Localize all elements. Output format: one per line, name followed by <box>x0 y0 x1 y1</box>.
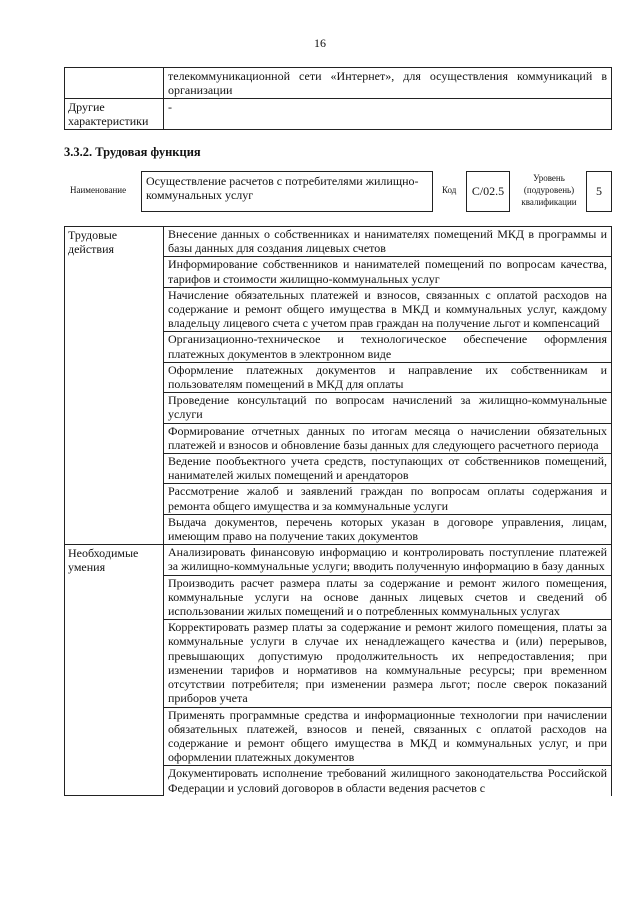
row-value: - <box>164 99 612 130</box>
required-skills-label: Необходимые умения <box>65 545 164 796</box>
section-heading: 3.3.2. Трудовая функция <box>64 145 201 159</box>
list-item: Рассмотрение жалоб и заявлений граждан по вопросам оплаты содержания и ремонта общего имущества и за коммунальные услуги <box>164 484 612 514</box>
table-row <box>65 227 612 257</box>
row-label: Другие характеристики <box>65 99 164 130</box>
list-item: Организационно-техническое и технологическое обеспечение оформления платежных документов в электронном виде <box>164 332 612 362</box>
name-label: Наименование <box>70 185 127 195</box>
level-box: 5 <box>586 171 612 212</box>
list-item: Производить расчет размера платы за содержание и ремонт жилого помещения, коммунальные услуги на основе данных лицевых счетов и сведений об использовании жилых помещений и о потребленных коммунальных услугах <box>164 575 612 620</box>
list-item: Анализировать финансовую информацию и контролировать поступление платежей за жилищно-коммунальные услуги; вводить полученную информацию в базу данных <box>164 545 612 575</box>
list-item: Информирование собственников и нанимателей помещений по вопросам качества, тарифов и стоимости жилищно-коммунальных услуг <box>164 257 612 287</box>
list-item: Формирование отчетных данных по итогам месяца о начислении обязательных платежей и взносов и обновление базы данных для следующего расчетного периода <box>164 423 612 453</box>
list-item: Ведение пообъектного учета средств, поступающих от собственников помещений, нанимателей жилых помещений и арендаторов <box>164 454 612 484</box>
table-row <box>65 99 612 130</box>
list-item: Корректировать размер платы за содержание и ремонт жилого помещения, платы за коммунальные услуги в случае их ненадлежащего качества и (или) перерывов, превышающих допустимую продолжительность их непредоставления; при изменении тарифов и нормативов на коммунальные ресурсы; при временном отсутствии потребителя; при изменении размера льгот; после сверок показаний приборов учета <box>164 620 612 707</box>
list-item: Применять программные средства и информационные технологии при начислении обязательных платежей, взносов и пеней, связанных с оплатой расходов на содержание и ремонт общего имущества в МКД и коммунальных услуг, и при оформлении платежных документов <box>164 707 612 766</box>
function-name-box: Осуществление расчетов с потребителями жилищно-коммунальных услуг <box>141 171 433 212</box>
list-item: Внесение данных о собственниках и нанимателях помещений МКД в программы и базы данных для создания лицевых счетов <box>164 227 612 257</box>
main-table <box>64 226 612 796</box>
page-number: 16 <box>314 36 326 50</box>
top-table <box>64 67 612 130</box>
level-label: Уровень (подуровень) квалификации <box>521 173 577 207</box>
row-label <box>65 68 164 99</box>
code-label: Код <box>442 185 457 195</box>
list-item: Документировать исполнение требований жилищного законодательства Российской Федерации и условий договоров в области ведения расчетов с <box>164 766 612 796</box>
list-item: Оформление платежных документов и направление их собственникам и пользователям помещений в МКД для оплаты <box>164 362 612 392</box>
list-item: Выдача документов, перечень которых указан в договоре управления, лицам, имеющим право на получение таких документов <box>164 514 612 544</box>
table-row <box>65 68 612 99</box>
list-item: Начисление обязательных платежей и взносов, связанных с оплатой расходов на содержание и ремонт общего имущества в МКД и коммунальных услуг, каждому владельцу лицевого счета с учетом прав граждан на получение льгот и компенсаций <box>164 287 612 332</box>
code-box: С/02.5 <box>466 171 510 212</box>
labor-actions-label: Трудовые действия <box>65 227 164 545</box>
list-item: Проведение консультаций по вопросам начислений за жилищно-коммунальные услуги <box>164 393 612 423</box>
row-value: телекоммуникационной сети «Интернет», для осуществления коммуникаций в организации <box>164 68 612 99</box>
table-row <box>65 545 612 575</box>
